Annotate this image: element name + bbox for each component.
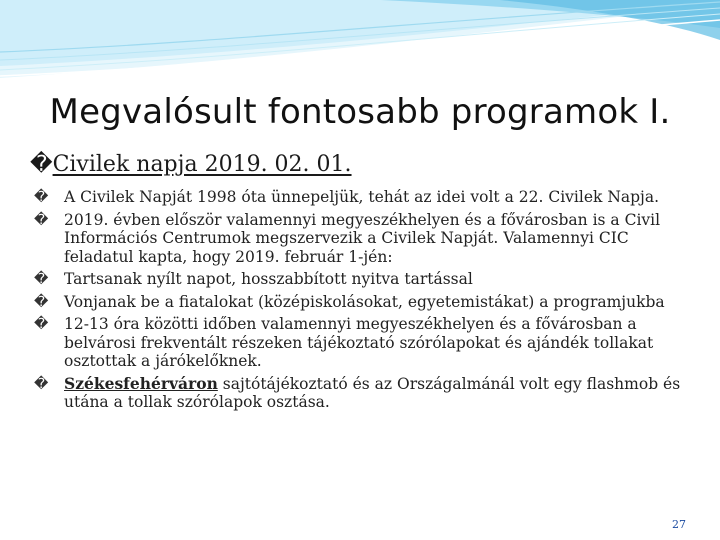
bullet-glyph: � xyxy=(34,375,49,392)
page-number: 27 xyxy=(672,518,686,531)
bullet-glyph: � xyxy=(34,316,49,332)
bullet-list xyxy=(34,188,684,416)
list-item xyxy=(34,375,684,412)
list-item xyxy=(34,270,684,289)
bullet-glyph: � xyxy=(34,293,49,310)
section-subtitle xyxy=(30,152,352,177)
bullet-glyph: � xyxy=(34,271,49,287)
subtitle-text: Civilek napja 2019. 02. 01. xyxy=(52,152,352,177)
list-item-text: Tartsanak nyílt napot, hosszabbított nyitva tartással xyxy=(64,270,473,288)
list-item-text: 2019. évben először valamennyi megyeszékhelyen és a fővárosban is a Civil Információs Centrumok megszervezik a Civilek Napját. Valamennyi CIC feladatul kapta, hogy 2019. február 1-jén: xyxy=(64,210,661,266)
subtitle-marker: � xyxy=(30,152,53,177)
bullet-glyph: � xyxy=(34,211,49,228)
list-item-text: 12-13 óra közötti időben valamennyi megyeszékhelyen és a fővárosban a belvárosi frekventált részeken tájékoztató szórólapokat és ajándék tollakat osztottak a járókelőknek. xyxy=(64,315,654,370)
list-item-text: Vonjanak be a fiatalokat (középiskolásokat, egyetemistákat) a programjukba xyxy=(64,292,665,311)
city-link[interactable]: Székesfehérváron xyxy=(64,373,218,393)
slide-title: Megvalósult fontosabb programok I. xyxy=(49,92,671,132)
list-item xyxy=(34,188,684,207)
bullet-glyph: � xyxy=(34,189,49,205)
list-item xyxy=(34,211,684,267)
list-item xyxy=(34,315,684,371)
list-item-text: A Civilek Napját 1998 óta ünnepeljük, tehát az idei volt a 22. Civilek Napja. xyxy=(64,188,660,206)
list-item xyxy=(34,293,684,312)
header-wave-decoration xyxy=(0,0,720,80)
list-item-text: sajtótájékoztató és az Országalmánál volt egy flashmob és utána a tollak szórólapok osztása. xyxy=(64,374,681,411)
